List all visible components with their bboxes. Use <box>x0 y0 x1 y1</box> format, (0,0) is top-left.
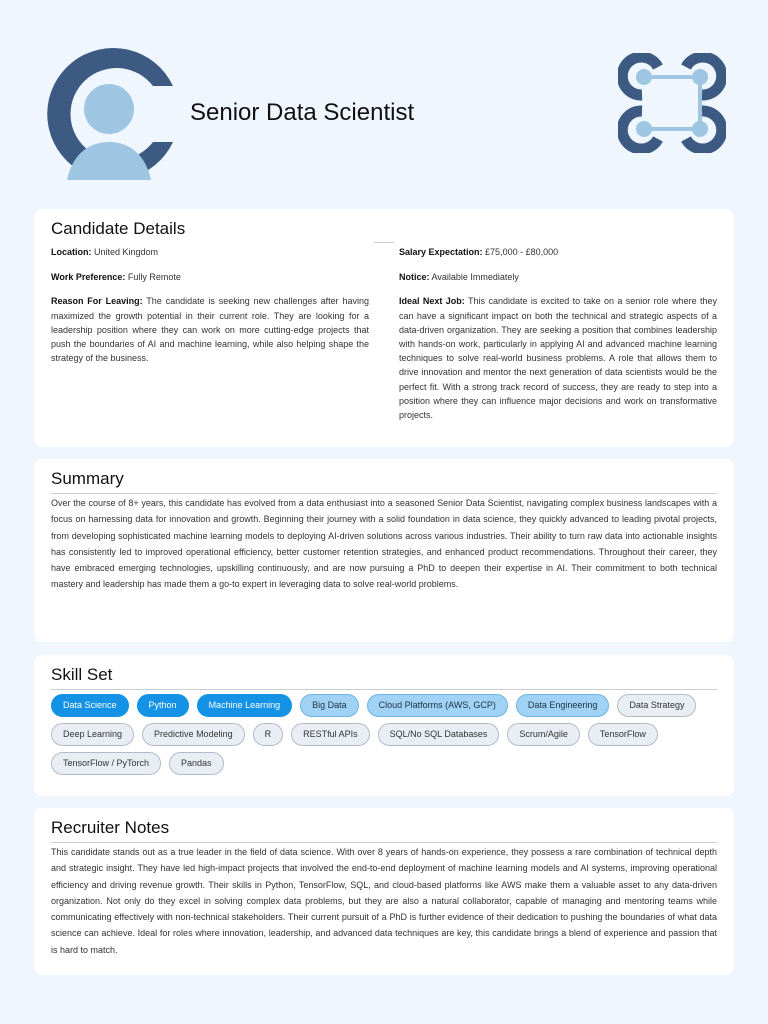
recruiter-notes-card <box>34 808 734 975</box>
salary-value: £75,000 - £80,000 <box>485 247 559 257</box>
skill-chip: SQL/No SQL Databases <box>378 723 500 746</box>
recruiter-notes-text: This candidate stands out as a true leader in the field of data science. With over 8 years of hands-on experience, they possess a rare combination of technical depth and strategic insight. They have led high-impact projects that involved the end-to-end deployment of machine learning models and AI systems, improving operational efficiency and driving revenue growth. Their skills in Python, TensorFlow, SQL, and cloud-based platforms like AWS make them a valuable asset to any data-driven organization. Not only do they excel in solving complex data problems, but they are also a natural collaborator, capable of managing and mentoring teams while communicating effectively with non-technical stakeholders. Their current pursuit of a PhD is further evidence of their dedication to pushing the boundaries of what data science can achieve. Ideal for roles where innovation, leadership, and advanced data techniques are key, this candidate brings a blend of experience and passion that is hard to match. <box>51 847 717 955</box>
salary-label: Salary Expectation: <box>399 247 483 257</box>
summary-card <box>34 459 734 642</box>
skill-chip: Python <box>137 694 189 717</box>
summary-heading: Summary <box>51 459 717 494</box>
page-title: Senior Data Scientist <box>190 99 415 126</box>
details-right-column <box>399 245 717 433</box>
skill-chip: Cloud Platforms (AWS, GCP) <box>367 694 508 717</box>
location-value: United Kingdom <box>94 247 159 257</box>
candidate-details-card <box>34 209 734 447</box>
skill-chip: Data Strategy <box>617 694 696 717</box>
skill-set-card <box>34 655 734 796</box>
skill-chip: Predictive Modeling <box>142 723 245 746</box>
candidate-details-heading: Candidate Details <box>51 219 186 238</box>
reason-for-leaving-field <box>51 294 369 365</box>
ideal-next-job-value: This candidate is excited to take on a senior role where they can have a significant impact on both the technical and strategic aspects of a data-driven organization. They are seeking a position that combines leadership with hands-on work, particularly in applying AI and advanced machine learning techniques to solve real-world business problems. A role that allows them to drive innovation and mentor the next generation of data scientists would be the perfect fit. With a strong track record of success, they are ready to step into a position where they can influence major decisions and work on transformative projects. <box>399 296 718 421</box>
skill-chip: Data Engineering <box>516 694 610 717</box>
skill-set-heading: Skill Set <box>51 655 717 690</box>
ideal-next-job-field <box>399 294 717 422</box>
skill-chip: Data Science <box>51 694 129 717</box>
skill-chip: Pandas <box>169 752 224 775</box>
header <box>0 0 768 200</box>
skill-chip: Deep Learning <box>51 723 134 746</box>
skill-chip: TensorFlow <box>588 723 658 746</box>
work-preference-field <box>51 270 369 284</box>
summary-text: Over the course of 8+ years, this candidate has evolved from a data enthusiast into a seasoned Senior Data Scientist, navigating complex business landscapes with a focus on harnessing data for innovation and growth. Beginning their journey with a solid foundation in data science, they quickly advanced to leading pivotal projects, from developing sophisticated machine learning models to deploying AI-driven solutions across various industries. Their ability to turn raw data into actionable insights has consistently led to improved operational efficiency, better customer retention strategies, and enhanced product recommendations. Throughout their career, they have embraced emerging technologies, upskilling continuously, and are now pursuing a PhD to deepen their expertise in AI. Their commitment to both technical mastery and leadership has made them a go-to expert in leveraging data to solve real-world problems. <box>51 498 717 590</box>
recruiter-notes-heading: Recruiter Notes <box>51 808 717 843</box>
skill-chip: Big Data <box>300 694 359 717</box>
location-field <box>51 245 369 259</box>
skill-chip: R <box>253 723 284 746</box>
work-preference-label: Work Preference: <box>51 271 126 282</box>
skill-chip: RESTful APIs <box>291 723 370 746</box>
reason-for-leaving-value: The candidate is seeking new challenges after having maximized the growth potential in their current role. They are looking for a leadership position where they can work on more cutting-edge projects that push the boundaries of AI and machine learning, while also helping shape the strategy of the business. <box>51 296 370 364</box>
location-label: Location: <box>51 247 92 257</box>
salary-field <box>399 245 717 259</box>
divider <box>374 242 394 243</box>
candidate-avatar-icon <box>37 48 173 180</box>
skill-chip: TensorFlow / PyTorch <box>51 752 161 775</box>
notice-label: Notice: <box>399 271 430 282</box>
skill-chip-list <box>51 694 731 775</box>
reason-for-leaving-label: Reason For Leaving: <box>51 296 143 307</box>
ideal-next-job-label: Ideal Next Job: <box>399 296 465 307</box>
details-left-column <box>51 245 369 433</box>
work-preference-value: Fully Remote <box>127 271 181 282</box>
notice-value: Available Immediately <box>431 271 519 282</box>
skill-chip: Scrum/Agile <box>507 723 580 746</box>
notice-field <box>399 270 717 284</box>
skill-chip: Machine Learning <box>197 694 293 717</box>
company-logo-icon <box>618 53 726 153</box>
